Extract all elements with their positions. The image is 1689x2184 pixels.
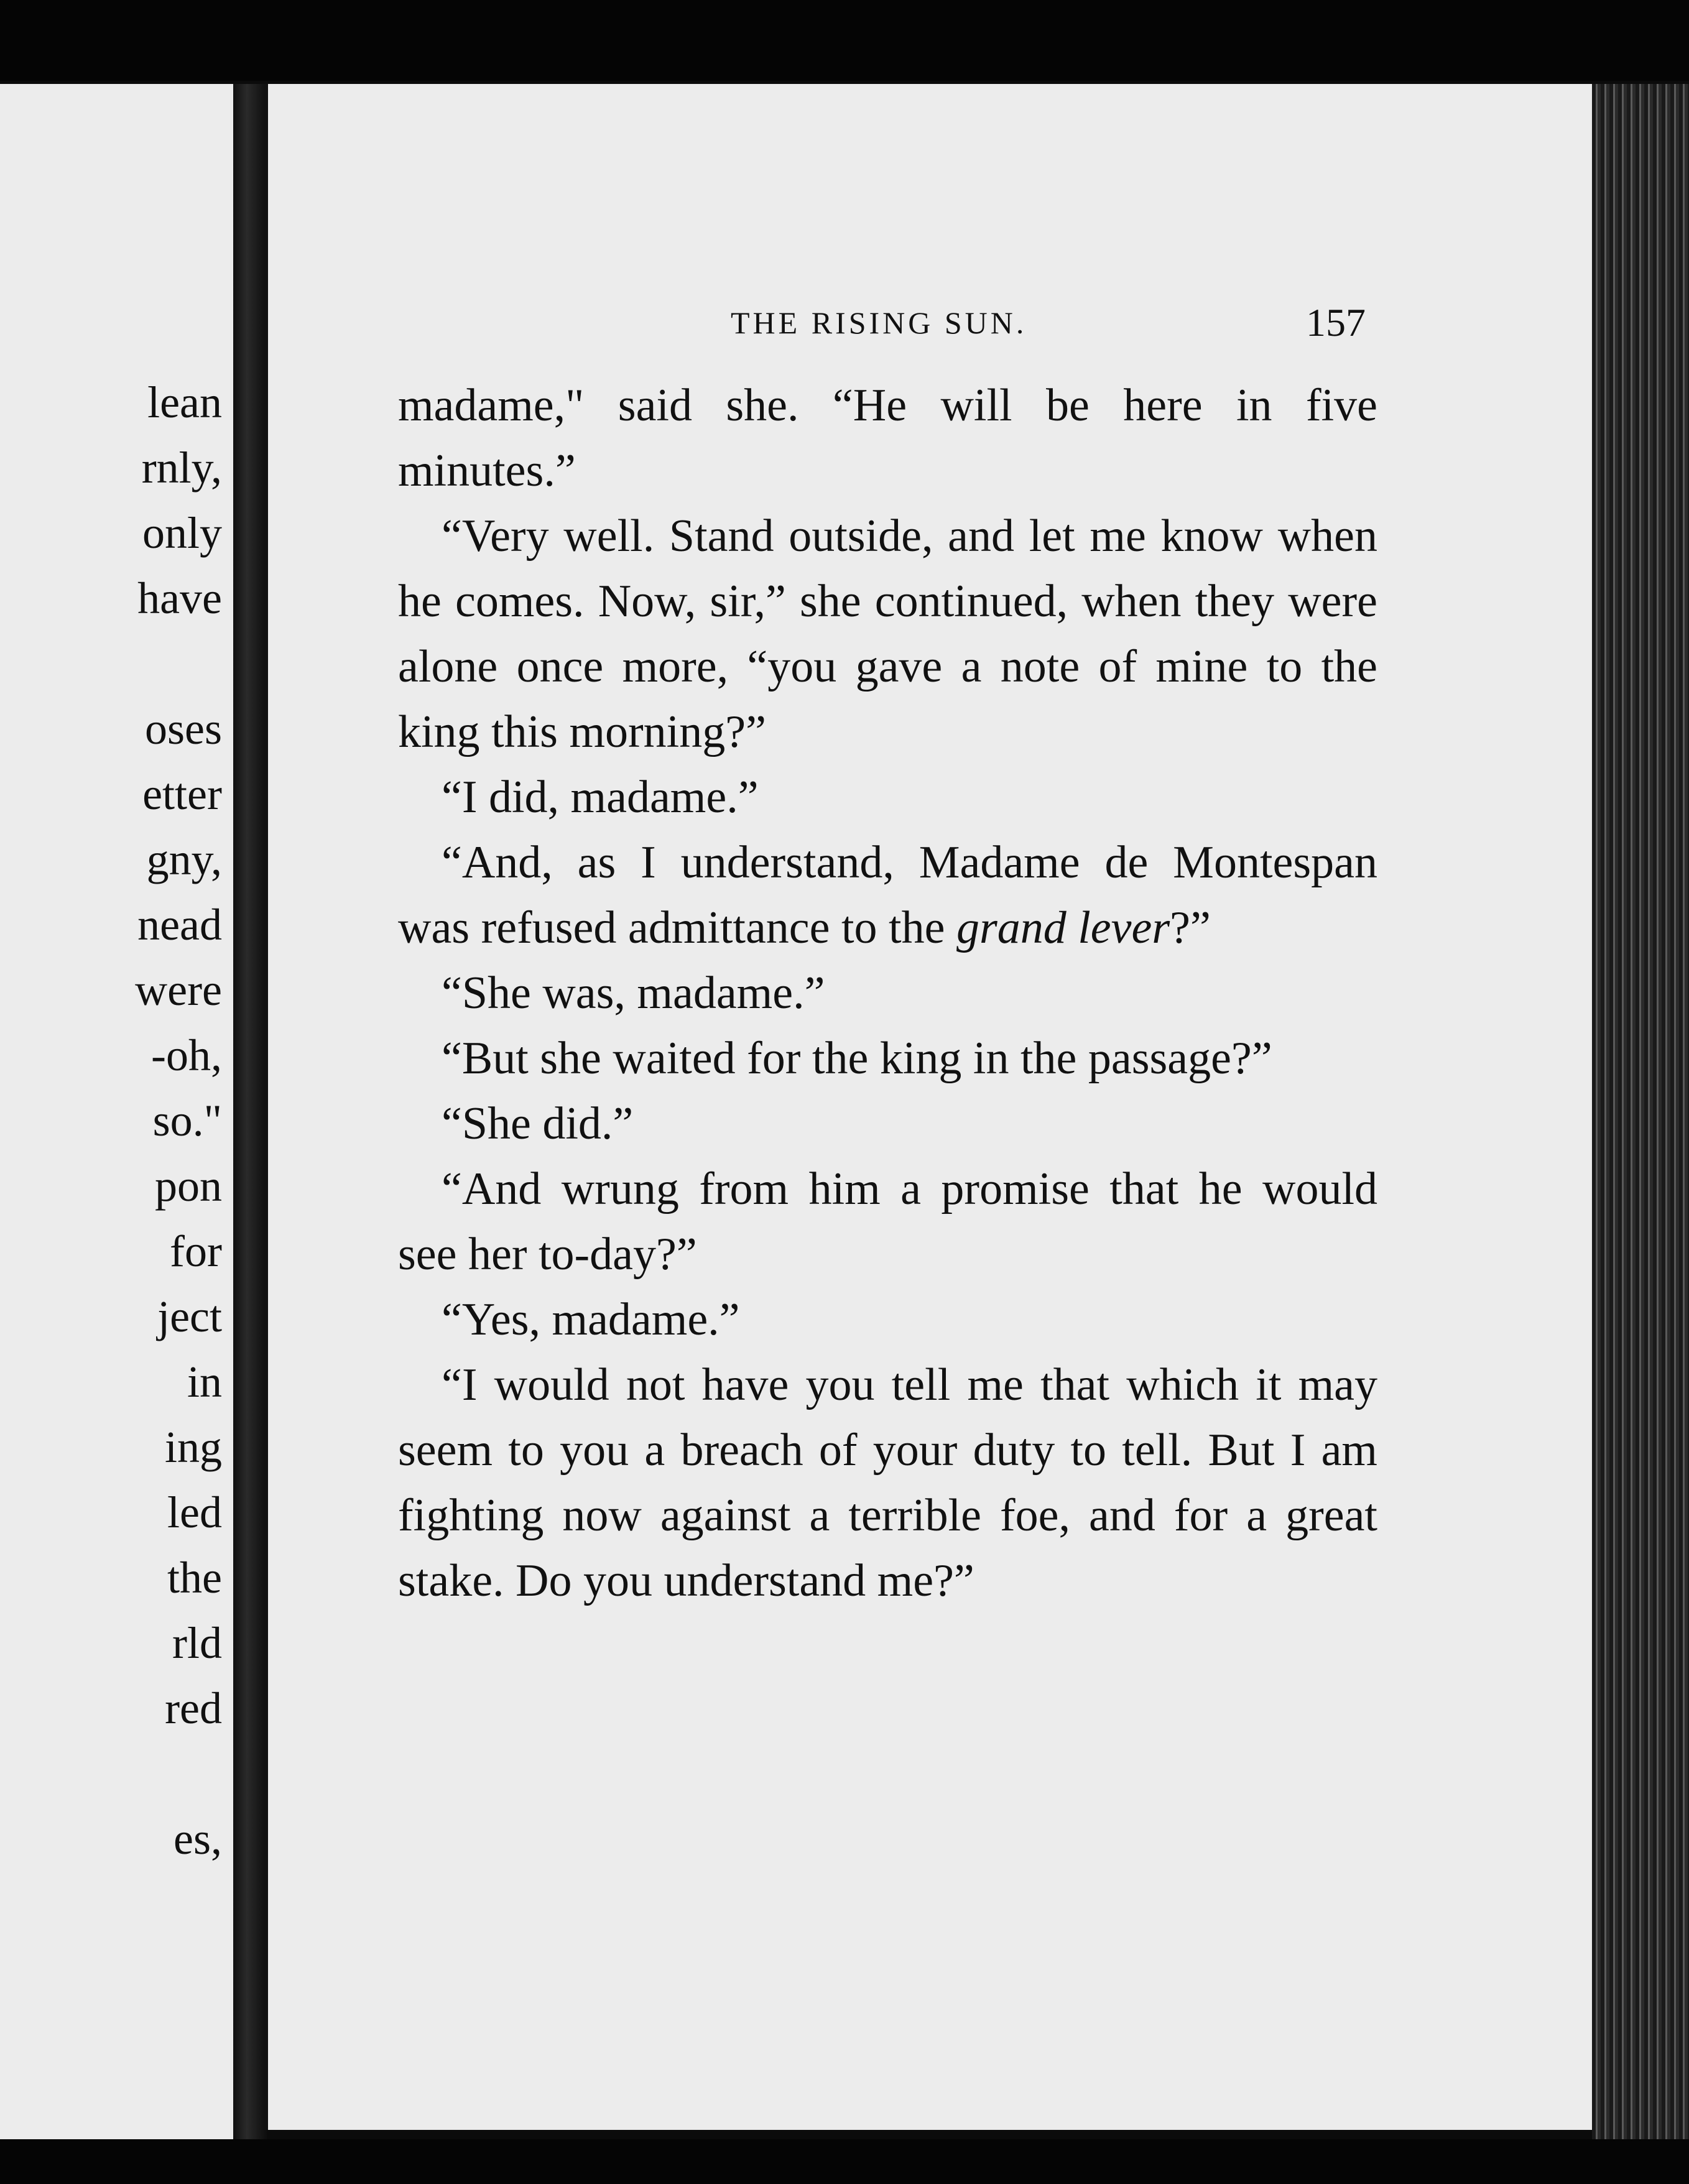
scan-bottom-border	[0, 2139, 1689, 2184]
scan-top-border	[0, 0, 1689, 81]
paragraph: “I did, madame.”	[442, 772, 759, 823]
left-text-fragment: ing	[164, 1422, 222, 1472]
left-text-fragment: for	[170, 1226, 222, 1276]
left-text-fragment: rld	[172, 1618, 222, 1668]
italic-phrase: grand lever	[956, 902, 1170, 953]
left-text-fragment: ject	[157, 1292, 222, 1341]
left-text-fragment: led	[167, 1488, 222, 1537]
paragraph: “But she waited for the king in the passage?”	[442, 1033, 1272, 1084]
page-number: 157	[1306, 300, 1366, 345]
paragraph: madame," said she. “He will be here in five minutes.”	[398, 380, 1377, 496]
left-text-fragment: etter	[142, 769, 222, 819]
left-text-fragment: -oh,	[151, 1030, 222, 1080]
left-text-fragment: pon	[155, 1161, 222, 1211]
page-edges	[1592, 84, 1689, 2155]
left-text-fragment: oses	[145, 704, 222, 754]
left-text-fragment: only	[142, 508, 222, 558]
book-gutter	[233, 84, 267, 2149]
left-text-fragment: in	[187, 1357, 222, 1407]
paragraph: “And, as I understand, Madame de Montespan was refused admittance to the grand lever?”	[398, 837, 1377, 953]
left-text-fragment: nead	[137, 900, 222, 950]
body-text	[398, 373, 1377, 1614]
paragraph: “I would not have you tell me that which it may seem to you a breach of your duty to tell. But I am fighting now against a terrible foe, and for a great stake. Do you understand me?”	[398, 1359, 1377, 1606]
left-text-fragment: gny,	[146, 835, 222, 884]
paragraph: “She was, madame.”	[442, 968, 825, 1019]
paragraph: “Very well. Stand outside, and let me know when he comes. Now, sir,” she continued, when they were alone once more, “you gave a note of mine to the king this morning?”	[398, 511, 1377, 757]
left-text-fragment: so."	[152, 1096, 222, 1145]
running-head: THE RISING SUN.	[731, 305, 1027, 340]
left-text-fragment: were	[135, 965, 222, 1015]
left-text-fragment: red	[165, 1683, 222, 1733]
left-text-fragment: rnly,	[141, 443, 222, 493]
left-text-fragment: the	[167, 1553, 222, 1603]
paragraph: “And wrung from him a promise that he would see her to-day?”	[398, 1164, 1377, 1280]
paragraph: “Yes, madame.”	[442, 1294, 740, 1345]
left-text-fragment: es,	[174, 1814, 222, 1864]
left-text-fragment: have	[137, 573, 222, 623]
paragraph: “She did.”	[442, 1098, 634, 1149]
left-text-fragment: lean	[147, 377, 222, 427]
facing-page-left	[0, 84, 233, 2149]
